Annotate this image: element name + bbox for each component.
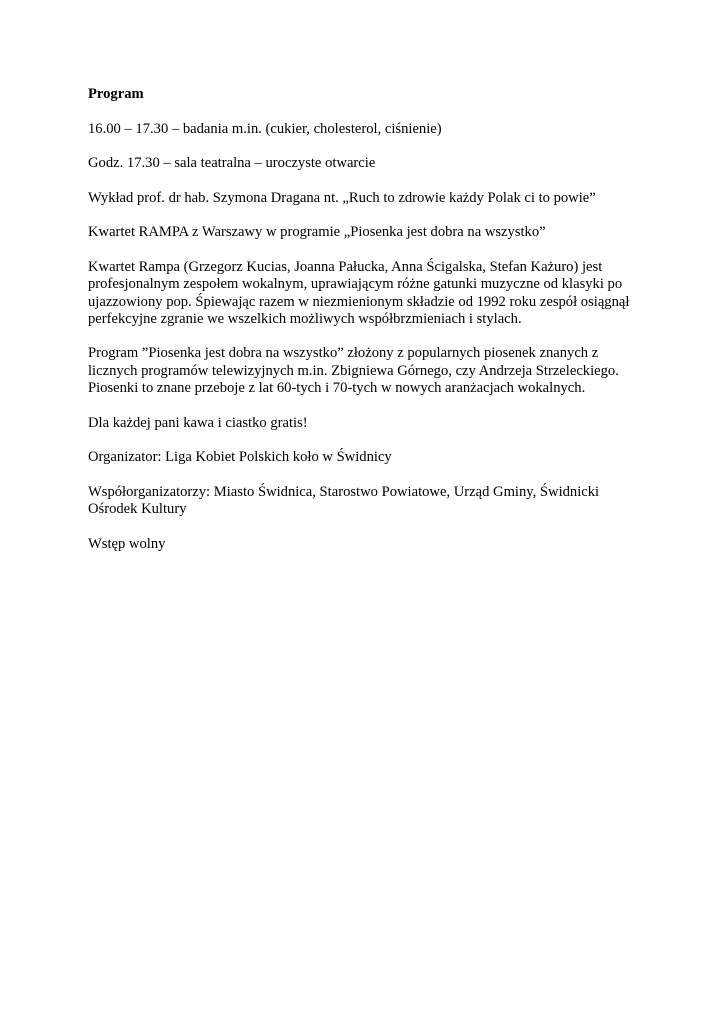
- admission-line: Wstęp wolny: [88, 535, 166, 552]
- schedule-tests: 16.00 – 17.30 – badania m.in. (cukier, cholesterol, ciśnienie): [88, 120, 442, 137]
- co-organizers-line: Współorganizatorzy: Miasto Świdnica, Starostwo Powiatowe, Urząd Gminy, Świdnicki Ośrodek Kultury: [88, 483, 600, 518]
- quartet-description: Kwartet Rampa (Grzegorz Kucias, Joanna Pałucka, Anna Ścigalska, Stefan Każuro) jest profesjonalnym zespołem wokalnym, uprawiającym różne gatunki muzyczne od klasyki po ujazzowiony pop. Śpiewając razem w niezmienionym składzie od 1992 roku zespół osiągnął perfekcyjne zgranie we wszelkich możliwych współbrzmieniach i stylach.: [88, 258, 630, 327]
- program-description: Program ”Piosenka jest dobra na wszystko” złożony z popularnych piosenek znanych z licznych programów telewizyjnych m.in. Zbigniewa Górnego, czy Andrzeja Strzeleckiego. Piosenki to znane przeboje z lat 60-tych i 70-tych w nowych aranżacjach wokalnych.: [88, 345, 619, 397]
- page-title: Program: [88, 86, 144, 102]
- free-coffee-note: Dla każdej pani kawa i ciastko gratis!: [88, 414, 308, 431]
- schedule-opening: Godz. 17.30 – sala teatralna – uroczyste otwarcie: [88, 155, 376, 172]
- quartet-program-line: Kwartet RAMPA z Warszawy w programie „Piosenka jest dobra na wszystko”: [88, 224, 546, 241]
- document-body: [88, 86, 648, 570]
- lecture-paragraph: Wykład prof. dr hab. Szymona Dragana nt. „Ruch to zdrowie każdy Polak ci to powie”: [88, 189, 596, 206]
- organizer-line: Organizator: Liga Kobiet Polskich koło w Świdnicy: [88, 449, 392, 466]
